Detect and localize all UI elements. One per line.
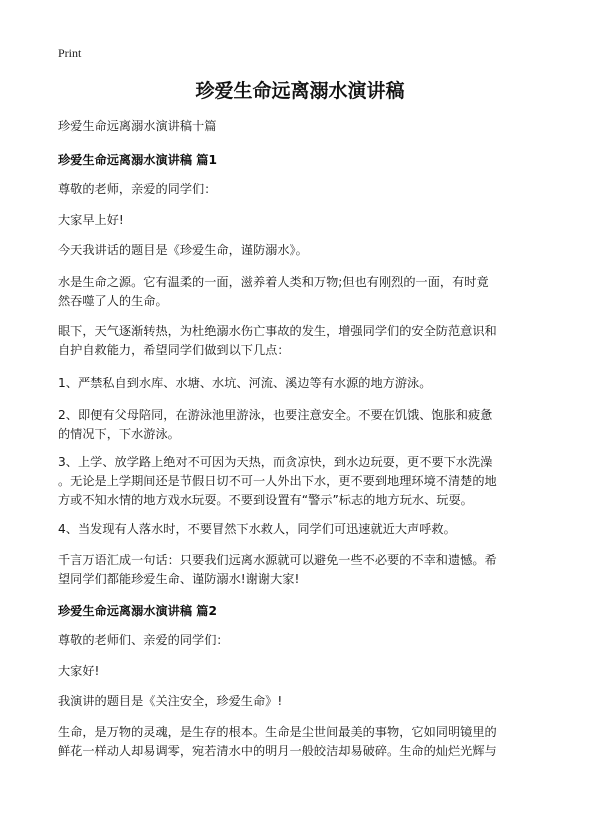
paragraph-topic-2: 我演讲的题目是《关注安全，珍爱生命》!: [58, 694, 283, 708]
paragraph-line: 方或不知水情的地方戏水玩耍。不要到设置有“警示”标志的地方玩水、玩耍。: [58, 493, 473, 507]
paragraph-line: 千言万语汇成一句话：只要我们远离水源就可以避免一些不必要的不幸和遗憾。希: [58, 553, 497, 567]
paragraph-greeting-2: 尊敬的老师们、亲爱的同学们：: [58, 633, 229, 647]
print-label: Print: [58, 46, 82, 60]
paragraph-line: 水是生命之源。它有温柔的一面，滋养着人类和万物;但也有刚烈的一面，有时竟: [58, 275, 489, 289]
section-heading-1: 珍爱生命远离溺水演讲稿 篇1: [58, 153, 217, 167]
document-title: 珍爱生命远离溺水演讲稿: [195, 80, 405, 102]
paragraph-water: [58, 273, 548, 311]
section-heading-2: 珍爱生命远离溺水演讲稿 篇2: [58, 604, 217, 618]
paragraph-rule-4: 4、当发现有人落水时，不要冒然下水救人，同学们可迅速就近大声呼救。: [58, 522, 456, 536]
paragraph-rule-1: 1、严禁私自到水库、水塘、水坑、河流、溪边等有水源的地方游泳。: [58, 376, 432, 390]
paragraph-line: 。无论是上学期间还是节假日切不可一人外出下水，更不要到地理环境不清楚的地: [58, 474, 497, 488]
paragraph-line: 自护自救能力，希望同学们做到以下几点：: [58, 343, 290, 357]
paragraph-line: 的情况下，下水游泳。: [58, 427, 180, 441]
paragraph-line: 然吞噬了人的生命。: [58, 294, 168, 308]
subtitle: 珍爱生命远离溺水演讲稿十篇: [58, 119, 217, 133]
paragraph-line: 鲜花一样动人却易调零，宛若清水中的明月一般皎洁却易破碎。生命的灿烂光辉与: [58, 744, 497, 758]
paragraph-hello: 大家早上好!: [58, 213, 124, 227]
paragraph-rule-2: [58, 406, 548, 444]
paragraph-closing: [58, 551, 548, 589]
paragraph-hello-2: 大家好!: [58, 664, 100, 678]
paragraph-line: 眼下，天气逐渐转热，为杜绝溺水伤亡事故的发生，增强同学们的安全防范意识和: [58, 324, 497, 338]
paragraph-life: [58, 723, 548, 761]
paragraph-line: 3、上学、放学路上绝对不可因为天热，而贪凉快，到水边玩耍，更不要下水洗澡: [58, 455, 493, 469]
paragraph-weather: [58, 322, 548, 360]
paragraph-topic: 今天我讲话的题目是《珍爱生命，谨防溺水》。: [58, 243, 308, 257]
paragraph-rule-3: [58, 453, 548, 510]
paragraph-line: 2、即便有父母陪同，在游泳池里游泳，也要注意安全。不要在饥饿、饱胀和疲惫: [58, 408, 493, 422]
paragraph-line: 生命，是万物的灵魂，是生存的根本。生命是尘世间最美的事物，它如同明镜里的: [58, 725, 497, 739]
paragraph-greeting: 尊敬的老师，亲爱的同学们：: [58, 182, 217, 196]
paragraph-line: 望同学们都能珍爱生命、谨防溺水!谢谢大家!: [58, 572, 300, 586]
